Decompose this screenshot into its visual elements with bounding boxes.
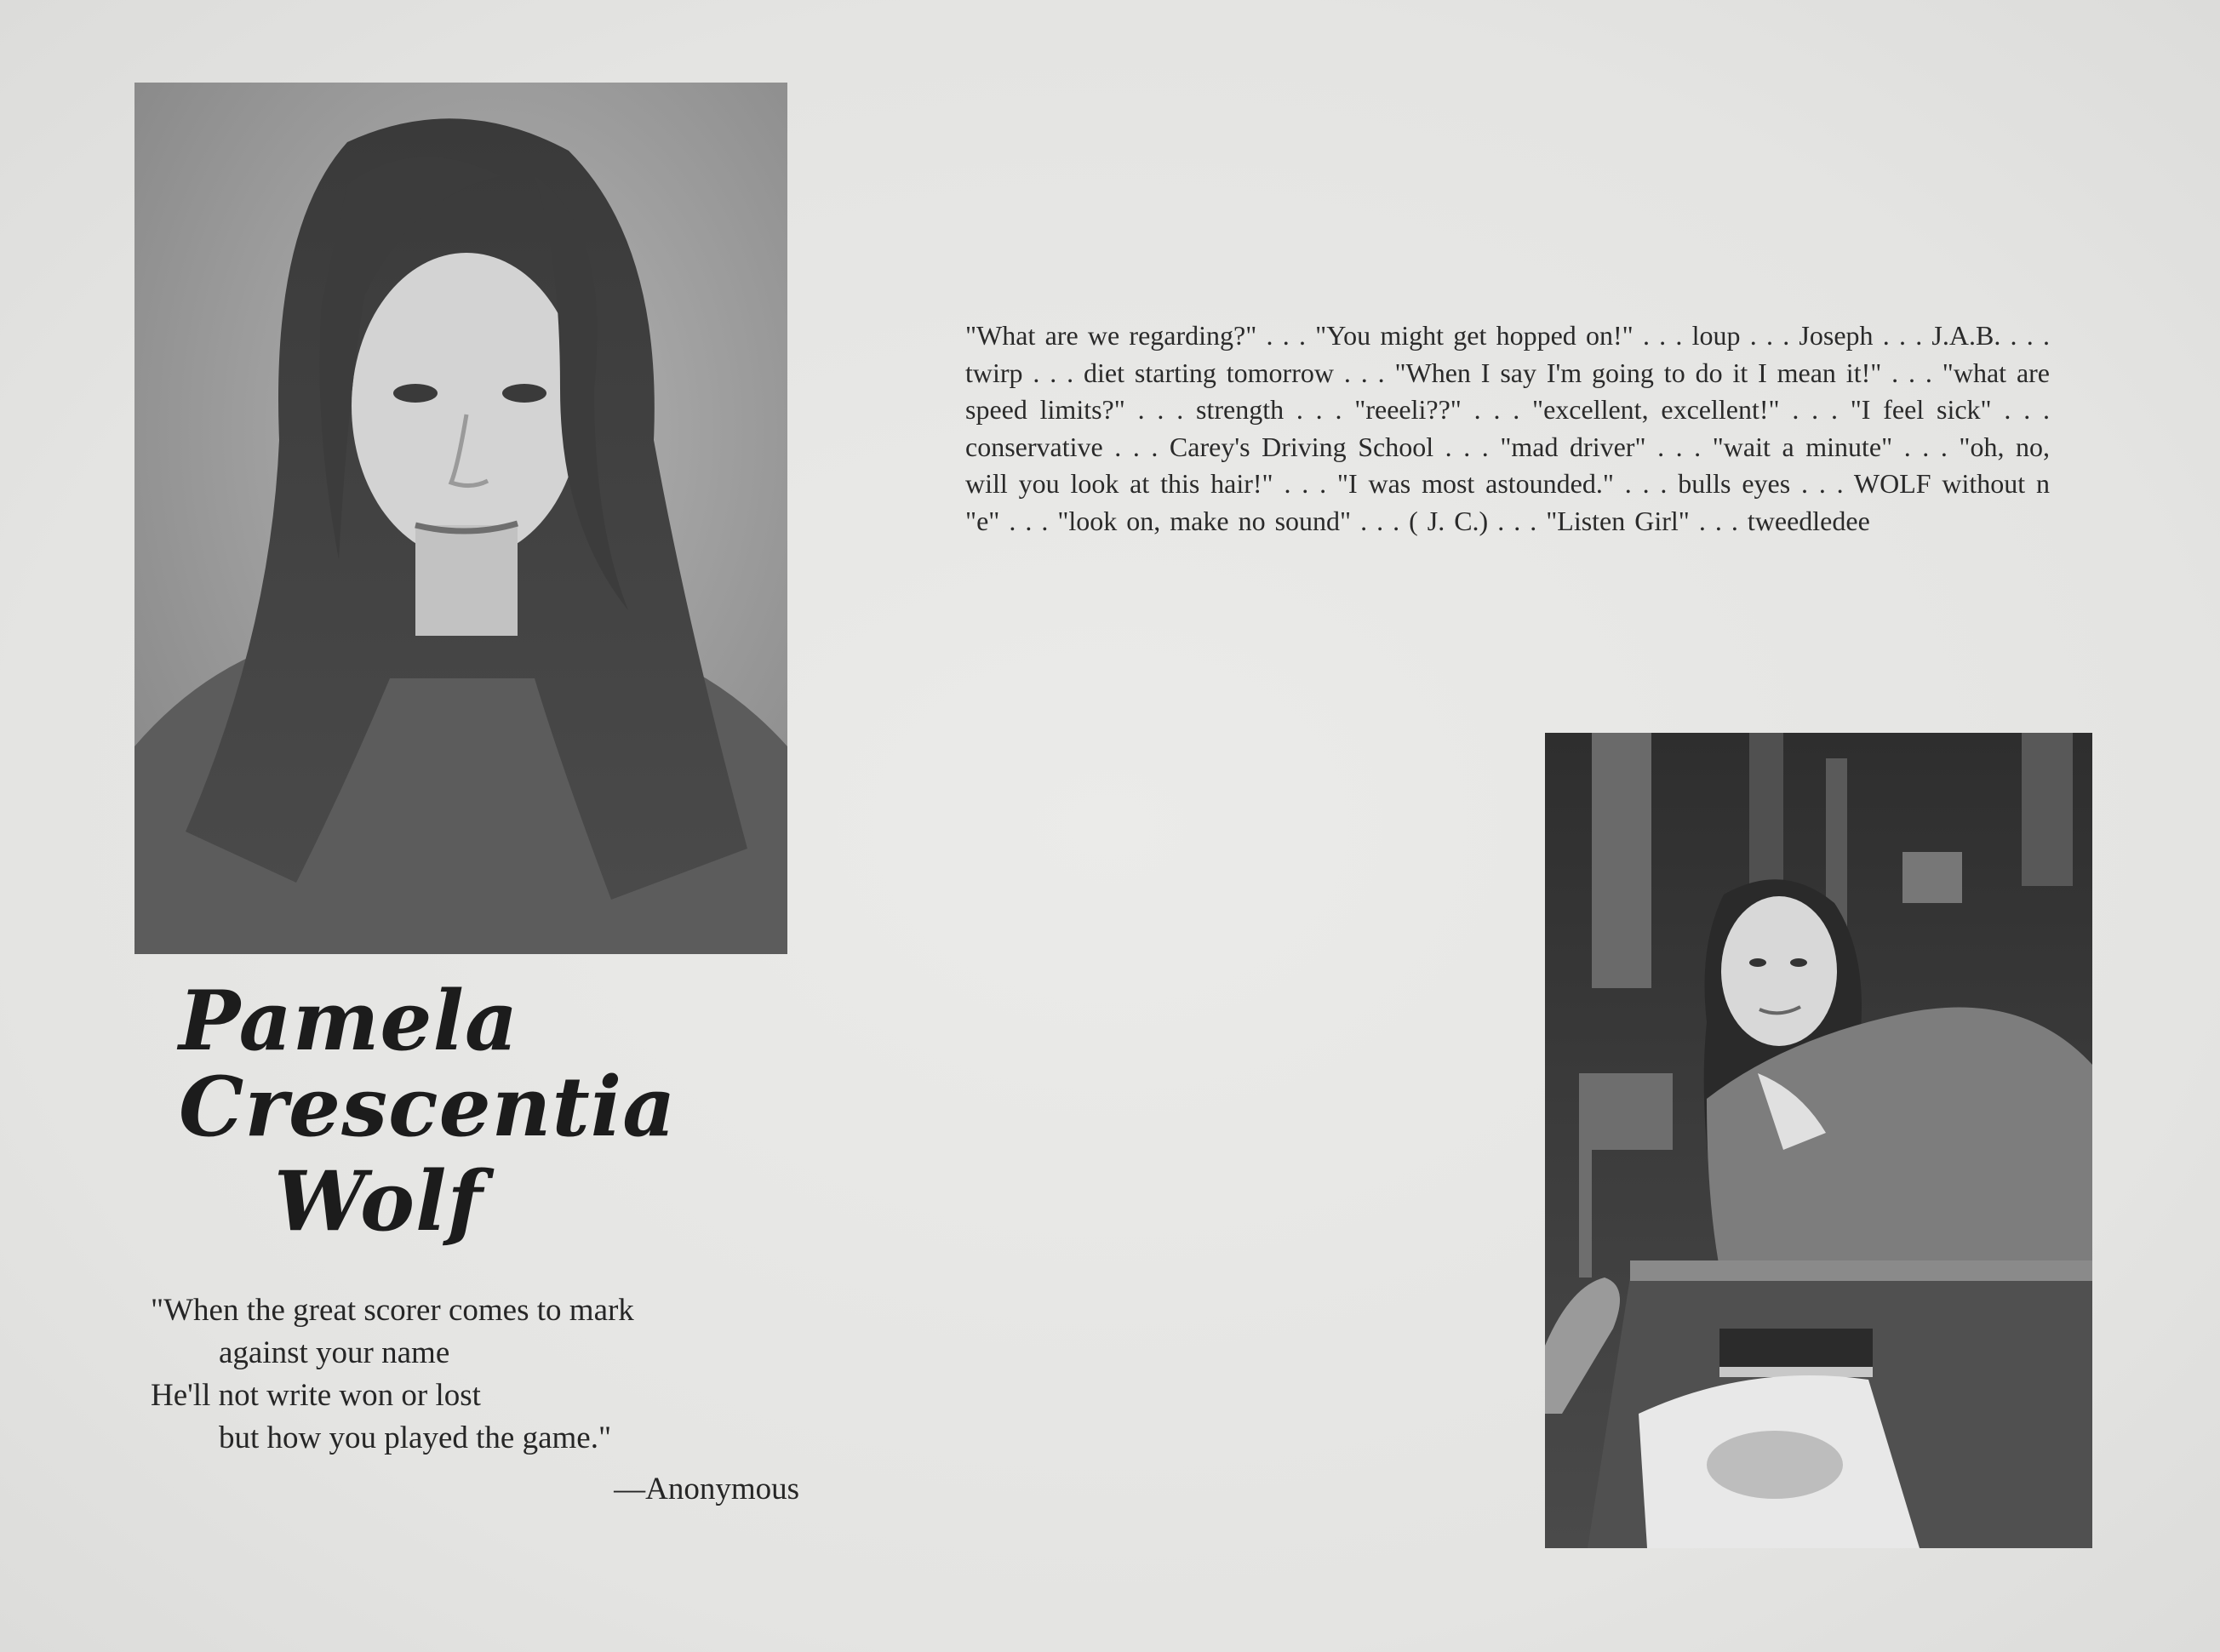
student-name — [179, 973, 826, 1249]
quote-line: but how you played the game." — [219, 1420, 612, 1455]
senior-portrait-photo — [134, 83, 787, 954]
student-first-names: Pamela Crescentia — [179, 973, 677, 1155]
senior-quote — [151, 1289, 832, 1511]
candid-image — [1545, 733, 2092, 1548]
quote-line: against your name — [219, 1335, 450, 1370]
portrait-image — [134, 83, 787, 954]
student-remarks-paragraph: "What are we regarding?" . . . "You might get hopped on!" . . . loup . . . Joseph . . . J.A.B. . . . twirp . . . diet starting tomorrow . . . "When I say I'm going to do it I mean it!" . . . "what are speed limits?" . . . strength . . . "reeeli??" . . . "excellent, excellent!" . . . "I feel sick" . . . conservative . . . Carey's Driving School . . . "mad driver" . . . "wait a minute" . . . "oh, no, will you look at this hair!" . . . "I was most astounded." . . . bulls eyes . . . WOLF without n "e" . . . "look on, make no sound" . . . ( J. C.) . . . "Listen Girl" . . . tweedledee — [965, 320, 2050, 536]
student-last-name: Wolf — [274, 1152, 483, 1249]
candid-photo-at-desk — [1545, 733, 2092, 1548]
quote-attribution: —Anonymous — [614, 1472, 799, 1506]
quote-line: He'll not write won or lost — [151, 1378, 481, 1413]
quote-line: "When the great scorer comes to mark — [151, 1293, 634, 1328]
